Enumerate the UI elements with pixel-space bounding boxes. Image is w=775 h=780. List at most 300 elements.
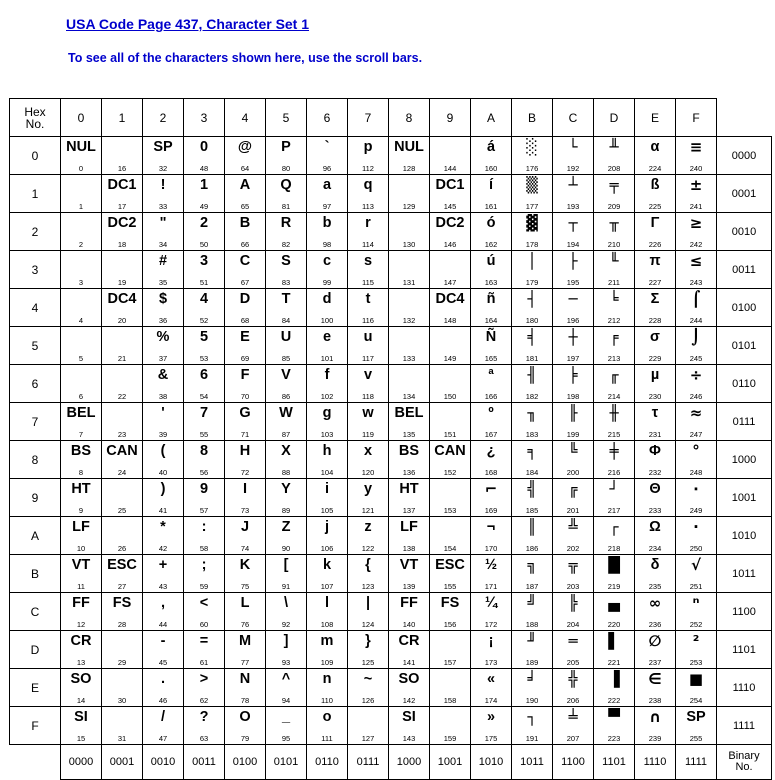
char-cell <box>348 441 389 479</box>
char-decimal-code: 162 <box>484 240 498 249</box>
char-cell <box>348 137 389 175</box>
char-cell <box>676 175 717 213</box>
char-glyph: ESC <box>107 557 137 573</box>
char-glyph: ╗ <box>527 556 537 574</box>
char-glyph: b <box>322 215 332 231</box>
char-cell <box>225 327 266 365</box>
char-decimal-code: 251 <box>689 582 703 591</box>
char-glyph: < <box>199 595 209 611</box>
binary-no-header <box>717 745 772 780</box>
char-decimal-code: 241 <box>689 202 703 211</box>
column-hex-header: 3 <box>184 99 225 137</box>
char-cell <box>143 137 184 175</box>
char-cell <box>676 137 717 175</box>
row-binary-label: 0001 <box>717 175 772 213</box>
char-cell <box>430 213 471 251</box>
char-decimal-code: 120 <box>361 468 375 477</box>
char-glyph: √ <box>690 556 701 574</box>
char-decimal-code: 147 <box>443 278 457 287</box>
char-decimal-code: 62 <box>199 696 209 705</box>
char-glyph: DC4 <box>107 291 137 307</box>
char-decimal-code: 254 <box>689 696 703 705</box>
char-glyph: δ <box>650 557 660 573</box>
char-glyph: DC1 <box>107 177 137 193</box>
char-glyph: h <box>322 443 332 459</box>
char-cell <box>512 593 553 631</box>
char-glyph: ╧ <box>568 708 578 726</box>
char-glyph: · <box>693 518 699 536</box>
column-binary-label: 1000 <box>389 745 430 780</box>
char-cell <box>61 289 102 327</box>
char-decimal-code: 176 <box>525 164 539 173</box>
char-cell <box>389 175 430 213</box>
char-decimal-code: 247 <box>689 430 703 439</box>
char-decimal-code: 69 <box>240 354 250 363</box>
char-decimal-code: 66 <box>240 240 250 249</box>
char-cell <box>184 137 225 175</box>
char-glyph: ╢ <box>527 366 537 384</box>
char-cell <box>512 517 553 555</box>
char-decimal-code: 106 <box>320 544 334 553</box>
char-glyph: CR <box>70 633 92 649</box>
char-decimal-code: 118 <box>362 392 374 401</box>
char-cell <box>307 365 348 403</box>
char-glyph: ß <box>650 177 660 193</box>
char-cell <box>430 631 471 669</box>
char-glyph: v <box>363 367 373 383</box>
row-binary-label: 0000 <box>717 137 772 175</box>
char-decimal-code: 53 <box>199 354 209 363</box>
char-glyph: Θ <box>649 481 661 497</box>
char-decimal-code: 45 <box>158 658 168 667</box>
char-cell <box>307 517 348 555</box>
char-decimal-code: 151 <box>443 430 457 439</box>
char-cell <box>266 327 307 365</box>
table-row <box>10 669 772 707</box>
char-cell <box>102 441 143 479</box>
char-glyph: ┼ <box>568 328 578 346</box>
char-glyph: ` <box>324 139 330 155</box>
char-glyph: V <box>281 367 291 383</box>
char-glyph: ( <box>160 443 166 459</box>
char-cell <box>143 213 184 251</box>
char-decimal-code: 88 <box>281 468 291 477</box>
char-decimal-code: 166 <box>484 392 498 401</box>
char-decimal-code: 177 <box>525 202 539 211</box>
row-hex-header: 1 <box>10 175 61 213</box>
char-cell <box>635 175 676 213</box>
char-cell <box>430 251 471 289</box>
row-binary-label: 0101 <box>717 327 772 365</box>
char-glyph: Z <box>281 519 291 535</box>
char-glyph: + <box>158 557 168 573</box>
column-hex-header: 9 <box>430 99 471 137</box>
char-cell <box>184 593 225 631</box>
char-decimal-code: 55 <box>199 430 209 439</box>
char-cell <box>471 175 512 213</box>
char-cell <box>594 175 635 213</box>
char-cell <box>553 365 594 403</box>
char-decimal-code: 50 <box>199 240 209 249</box>
char-decimal-code: 105 <box>320 506 334 515</box>
char-decimal-code: 104 <box>320 468 334 477</box>
char-glyph: DC4 <box>435 291 465 307</box>
char-decimal-code: 242 <box>689 240 703 249</box>
char-decimal-code: 212 <box>607 316 621 325</box>
char-cell <box>676 555 717 593</box>
char-cell <box>471 555 512 593</box>
char-decimal-code: 255 <box>689 734 703 743</box>
char-glyph: ? <box>199 709 209 725</box>
char-glyph: BEL <box>394 405 424 421</box>
char-glyph: _ <box>281 709 291 725</box>
char-decimal-code: 220 <box>607 620 621 629</box>
char-decimal-code: 156 <box>443 620 457 629</box>
char-cell <box>225 251 266 289</box>
char-cell <box>512 365 553 403</box>
char-decimal-code: 11 <box>77 582 85 591</box>
char-cell <box>430 327 471 365</box>
column-binary-label: 1111 <box>676 745 717 780</box>
char-cell <box>61 479 102 517</box>
char-decimal-code: 148 <box>443 316 457 325</box>
char-cell <box>266 365 307 403</box>
binary-no-label: No. <box>735 761 753 773</box>
char-decimal-code: 44 <box>158 620 168 629</box>
row-hex-header: F <box>10 707 61 745</box>
char-cell <box>594 441 635 479</box>
char-glyph: # <box>158 253 168 269</box>
char-decimal-code: 205 <box>566 658 580 667</box>
char-decimal-code: 29 <box>117 658 127 667</box>
char-decimal-code: 197 <box>566 354 580 363</box>
char-decimal-code: 207 <box>566 734 580 743</box>
char-cell <box>512 213 553 251</box>
char-cell <box>143 669 184 707</box>
char-glyph: LF <box>400 519 418 535</box>
char-cell <box>307 479 348 517</box>
char-decimal-code: 123 <box>361 582 375 591</box>
char-glyph: ┘ <box>609 480 619 498</box>
char-cell <box>512 707 553 745</box>
char-decimal-code: 93 <box>281 658 291 667</box>
char-decimal-code: 114 <box>362 240 374 249</box>
char-cell <box>635 631 676 669</box>
char-cell <box>389 631 430 669</box>
table-row <box>10 555 772 593</box>
char-glyph: ┴ <box>568 176 578 194</box>
char-decimal-code: 17 <box>117 202 127 211</box>
char-decimal-code: 32 <box>158 164 168 173</box>
char-glyph: BS <box>70 443 92 459</box>
row-binary-label: 0011 <box>717 251 772 289</box>
char-decimal-code: 174 <box>484 696 498 705</box>
table-row <box>10 441 772 479</box>
char-cell <box>61 517 102 555</box>
char-decimal-code: 19 <box>117 278 127 287</box>
char-cell <box>430 517 471 555</box>
char-decimal-code: 37 <box>158 354 168 363</box>
char-decimal-code: 189 <box>525 658 539 667</box>
char-cell <box>594 213 635 251</box>
char-decimal-code: 111 <box>321 734 333 743</box>
char-cell <box>307 593 348 631</box>
char-decimal-code: 83 <box>281 278 291 287</box>
char-decimal-code: 133 <box>402 354 416 363</box>
char-decimal-code: 38 <box>158 392 168 401</box>
char-decimal-code: 186 <box>525 544 539 553</box>
char-cell <box>307 289 348 327</box>
char-decimal-code: 203 <box>566 582 580 591</box>
char-cell <box>307 251 348 289</box>
char-glyph: ░ <box>526 138 538 156</box>
char-cell <box>143 175 184 213</box>
char-decimal-code: 127 <box>361 734 375 743</box>
char-cell <box>143 555 184 593</box>
char-cell <box>348 251 389 289</box>
char-decimal-code: 61 <box>199 658 209 667</box>
char-glyph: ╡ <box>527 328 537 346</box>
char-glyph: ╬ <box>568 670 578 688</box>
char-glyph: } <box>365 633 371 649</box>
column-hex-header: 0 <box>61 99 102 137</box>
char-decimal-code: 167 <box>484 430 498 439</box>
char-decimal-code: 234 <box>648 544 662 553</box>
char-cell <box>553 289 594 327</box>
char-decimal-code: 79 <box>240 734 250 743</box>
char-glyph: C <box>239 253 251 269</box>
char-decimal-code: 8 <box>78 468 84 477</box>
char-cell <box>389 441 430 479</box>
char-glyph: SI <box>74 709 88 725</box>
char-glyph: 1 <box>199 177 209 193</box>
char-glyph: SO <box>70 671 92 687</box>
char-glyph: ~ <box>363 671 373 687</box>
char-cell <box>389 479 430 517</box>
char-glyph: 4 <box>199 291 209 307</box>
char-glyph: $ <box>158 291 168 307</box>
char-glyph: ¼ <box>484 595 498 611</box>
char-glyph: » <box>486 709 496 725</box>
char-cell <box>348 213 389 251</box>
char-decimal-code: 154 <box>443 544 457 553</box>
char-decimal-code: 52 <box>199 316 209 325</box>
column-binary-label: 0000 <box>61 745 102 780</box>
char-decimal-code: 25 <box>117 506 127 515</box>
char-glyph: CR <box>398 633 420 649</box>
char-decimal-code: 117 <box>362 354 374 363</box>
char-glyph: FF <box>400 595 418 611</box>
char-glyph: Ñ <box>485 329 497 345</box>
char-cell <box>266 441 307 479</box>
char-decimal-code: 40 <box>158 468 168 477</box>
char-cell <box>471 213 512 251</box>
char-decimal-code: 138 <box>402 544 416 553</box>
char-glyph: NUL <box>394 139 424 155</box>
char-glyph: ╩ <box>568 518 578 536</box>
char-decimal-code: 28 <box>117 620 127 629</box>
column-hex-header: 1 <box>102 99 143 137</box>
char-decimal-code: 217 <box>607 506 621 515</box>
char-decimal-code: 68 <box>240 316 250 325</box>
char-decimal-code: 159 <box>443 734 457 743</box>
char-cell <box>102 251 143 289</box>
char-decimal-code: 238 <box>648 696 662 705</box>
char-decimal-code: 135 <box>402 430 416 439</box>
row-hex-header: 3 <box>10 251 61 289</box>
char-cell <box>225 555 266 593</box>
hex-header-row <box>10 99 772 137</box>
char-cell <box>184 441 225 479</box>
char-glyph: * <box>160 519 166 535</box>
char-cell <box>471 669 512 707</box>
char-decimal-code: 128 <box>402 164 416 173</box>
char-decimal-code: 232 <box>648 468 662 477</box>
column-hex-header: B <box>512 99 553 137</box>
page-title-link[interactable]: USA Code Page 437, Character Set 1 <box>66 16 310 32</box>
char-decimal-code: 4 <box>78 316 84 325</box>
column-hex-header: 2 <box>143 99 184 137</box>
char-glyph: N <box>239 671 251 687</box>
char-glyph: ⌡ <box>691 328 701 346</box>
column-hex-header: 6 <box>307 99 348 137</box>
char-glyph: ¿ <box>486 443 496 459</box>
char-cell <box>61 175 102 213</box>
char-decimal-code: 239 <box>648 734 662 743</box>
char-decimal-code: 181 <box>525 354 539 363</box>
char-decimal-code: 78 <box>240 696 250 705</box>
char-glyph: F <box>240 367 250 383</box>
char-decimal-code: 115 <box>362 278 374 287</box>
char-glyph: ╫ <box>609 404 619 422</box>
char-cell <box>102 517 143 555</box>
char-cell <box>512 631 553 669</box>
char-glyph: ╟ <box>568 404 578 422</box>
column-binary-label: 1110 <box>635 745 676 780</box>
char-cell <box>635 707 676 745</box>
char-cell <box>635 517 676 555</box>
char-glyph: ! <box>160 177 166 193</box>
table-row <box>10 593 772 631</box>
char-decimal-code: 43 <box>158 582 168 591</box>
char-cell <box>512 251 553 289</box>
table-row <box>10 479 772 517</box>
column-binary-label: 0010 <box>143 745 184 780</box>
char-cell <box>307 213 348 251</box>
char-decimal-code: 214 <box>607 392 621 401</box>
char-decimal-code: 49 <box>199 202 209 211</box>
char-glyph: P <box>281 139 291 155</box>
char-cell <box>143 365 184 403</box>
hex-no-header <box>10 99 61 137</box>
char-glyph: ║ <box>527 518 537 536</box>
char-decimal-code: 227 <box>648 278 662 287</box>
char-decimal-code: 26 <box>117 544 127 553</box>
char-cell <box>307 327 348 365</box>
char-decimal-code: 33 <box>158 202 168 211</box>
char-cell <box>225 289 266 327</box>
char-cell <box>430 669 471 707</box>
char-glyph: w <box>362 405 374 421</box>
char-glyph: ═ <box>568 632 578 650</box>
char-cell <box>553 631 594 669</box>
char-decimal-code: 168 <box>484 468 498 477</box>
char-decimal-code: 144 <box>443 164 457 173</box>
char-glyph: ▌ <box>608 632 620 650</box>
char-cell <box>389 593 430 631</box>
char-cell <box>553 669 594 707</box>
char-glyph: c <box>322 253 332 269</box>
char-decimal-code: 208 <box>607 164 621 173</box>
column-binary-label: 1010 <box>471 745 512 780</box>
char-decimal-code: 65 <box>240 202 250 211</box>
char-cell <box>553 555 594 593</box>
char-glyph: ² <box>692 632 700 650</box>
char-cell <box>594 137 635 175</box>
char-decimal-code: 39 <box>158 430 168 439</box>
table-row <box>10 403 772 441</box>
char-cell <box>225 517 266 555</box>
footer-gap <box>10 745 61 780</box>
char-glyph: ╕ <box>527 442 537 460</box>
char-glyph: U <box>280 329 292 345</box>
char-decimal-code: 142 <box>402 696 416 705</box>
row-hex-header: 7 <box>10 403 61 441</box>
char-cell <box>266 175 307 213</box>
char-cell <box>471 327 512 365</box>
char-decimal-code: 16 <box>117 164 127 173</box>
char-decimal-code: 248 <box>689 468 703 477</box>
char-glyph: ┌ <box>609 518 619 536</box>
char-decimal-code: 199 <box>566 430 580 439</box>
char-cell <box>430 403 471 441</box>
row-binary-label: 1111 <box>717 707 772 745</box>
char-cell <box>389 327 430 365</box>
table-row <box>10 213 772 251</box>
char-glyph: | <box>365 595 371 611</box>
char-cell <box>430 441 471 479</box>
char-glyph: > <box>199 671 209 687</box>
char-cell <box>61 593 102 631</box>
char-decimal-code: 164 <box>484 316 498 325</box>
char-glyph: [ <box>283 557 289 573</box>
char-cell <box>266 669 307 707</box>
char-cell <box>676 707 717 745</box>
char-glyph: Γ <box>650 215 660 231</box>
column-hex-header: 7 <box>348 99 389 137</box>
char-cell <box>594 251 635 289</box>
char-decimal-code: 42 <box>158 544 168 553</box>
char-decimal-code: 100 <box>320 316 334 325</box>
char-decimal-code: 41 <box>158 506 168 515</box>
char-cell <box>225 137 266 175</box>
char-cell <box>61 441 102 479</box>
char-cell <box>143 707 184 745</box>
char-glyph: ╣ <box>527 480 537 498</box>
char-glyph: VT <box>71 557 91 573</box>
row-binary-label: 1101 <box>717 631 772 669</box>
char-cell <box>307 175 348 213</box>
char-glyph: T <box>281 291 291 307</box>
char-glyph: ╙ <box>609 252 619 270</box>
char-decimal-code: 250 <box>689 544 703 553</box>
char-decimal-code: 113 <box>362 202 374 211</box>
char-decimal-code: 122 <box>361 544 375 553</box>
char-glyph: f <box>324 367 330 383</box>
row-binary-label: 0111 <box>717 403 772 441</box>
char-glyph: µ <box>650 367 660 383</box>
char-glyph: DC2 <box>107 215 137 231</box>
